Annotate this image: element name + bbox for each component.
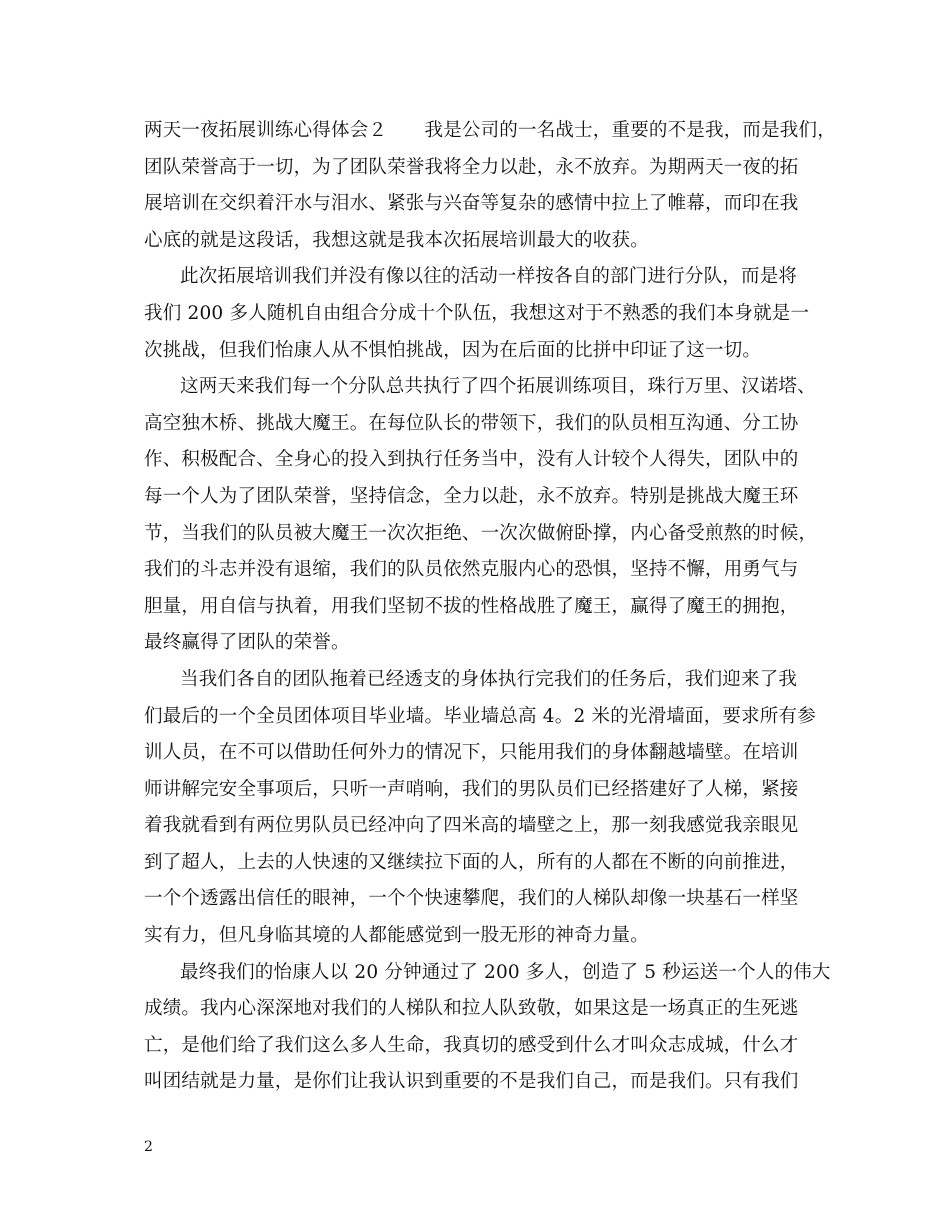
text-line: 展培训在交织着汗水与泪水、紧张与兴奋等复杂的感情中拉上了帷幕，而印在我: [144, 193, 799, 215]
text-line: 作、积极配合、全身心的投入到执行任务当中，没有人计较个人得失，团队中的: [144, 449, 799, 471]
text-line: 此次拓展培训我们并没有像以往的活动一样按各自的部门进行分队，而是将: [180, 266, 798, 288]
text-line: 我们的斗志并没有退缩，我们的队员依然克服内心的恐惧，坚持不懈，用勇气与: [144, 559, 799, 581]
text-line: 胆量，用自信与执着，用我们坚韧不拔的性格战胜了魔王，赢得了魔王的拥抱，: [144, 595, 799, 617]
body-text: [144, 113, 836, 1101]
text-line: 心底的就是这段话，我想这就是我本次拓展培训最大的收获。: [144, 229, 649, 251]
text-line: 高空独木桥、挑战大魔王。在每位队长的带领下，我们的队员相互沟通、分工协: [144, 412, 799, 434]
text-line: 叫团结就是力量，是你们让我认识到重要的不是我们自己，而是我们。只有我们: [144, 1071, 799, 1093]
text-line: 成绩。我内心深深地对我们的人梯队和拉人队致敬，如果这是一场真正的生死逃: [144, 998, 799, 1020]
text-line: 次挑战，但我们怡康人从不惧怕挑战，因为在后面的比拼中印证了这一切。: [144, 339, 762, 361]
text-line: 着我就看到有两位男队员已经冲向了四米高的墙壁之上，那一刻我感觉我亲眼见: [144, 815, 799, 837]
text-line: 当我们各自的团队拖着已经透支的身体执行完我们的任务后，我们迎来了我: [180, 668, 798, 690]
text-line: 实有力，但凡身临其境的人都能感觉到一股无形的神奇力量。: [144, 925, 649, 947]
text-line: 团队荣誉高于一切，为了团队荣誉我将全力以赴，永不放弃。为期两天一夜的拓: [144, 156, 799, 178]
text-line: 最终赢得了团队的荣誉。: [144, 632, 350, 654]
text-line: 我们 200 多人随机自由组合分成十个队伍，我想这对于不熟悉的我们本身就是一: [144, 302, 810, 324]
text-line: 师讲解完安全事项后，只听一声哨响，我们的男队员们已经搭建好了人梯，紧接: [144, 778, 799, 800]
text-line: 两天一夜拓展训练心得体会２ 我是公司的一名战士，重要的不是我，而是我们，: [144, 120, 836, 141]
text-line: 节，当我们的队员被大魔王一次次拒绝、一次次做俯卧撑，内心备受煎熬的时候，: [144, 522, 818, 544]
text-line: 亡，是他们给了我们这么多人生命，我真切的感受到什么才叫众志成城，什么才: [144, 1034, 799, 1056]
page-number: 2: [144, 1139, 153, 1155]
text-line: 们最后的一个全员团体项目毕业墙。毕业墙总高 4。2 米的光滑墙面，要求所有参: [144, 705, 816, 727]
text-line: 到了超人，上去的人快速的又继续拉下面的人，所有的人都在不断的向前推进，: [144, 851, 799, 873]
text-line: 一个个透露出信任的眼神，一个个快速攀爬，我们的人梯队却像一块基石一样坚: [144, 888, 799, 910]
text-line: 训人员，在不可以借助任何外力的情况下，只能用我们的身体翻越墙壁。在培训: [144, 742, 799, 764]
text-line: 每一个人为了团队荣誉，坚持信念，全力以赴，永不放弃。特别是挑战大魔王环: [144, 485, 799, 507]
text-line: 最终我们的怡康人以 20 分钟通过了 200 多人，创造了 5 秒运送一个人的伟大: [180, 961, 831, 983]
text-line: 这两天来我们每一个分队总共执行了四个拓展训练项目，珠行万里、汉诺塔、: [180, 376, 816, 398]
